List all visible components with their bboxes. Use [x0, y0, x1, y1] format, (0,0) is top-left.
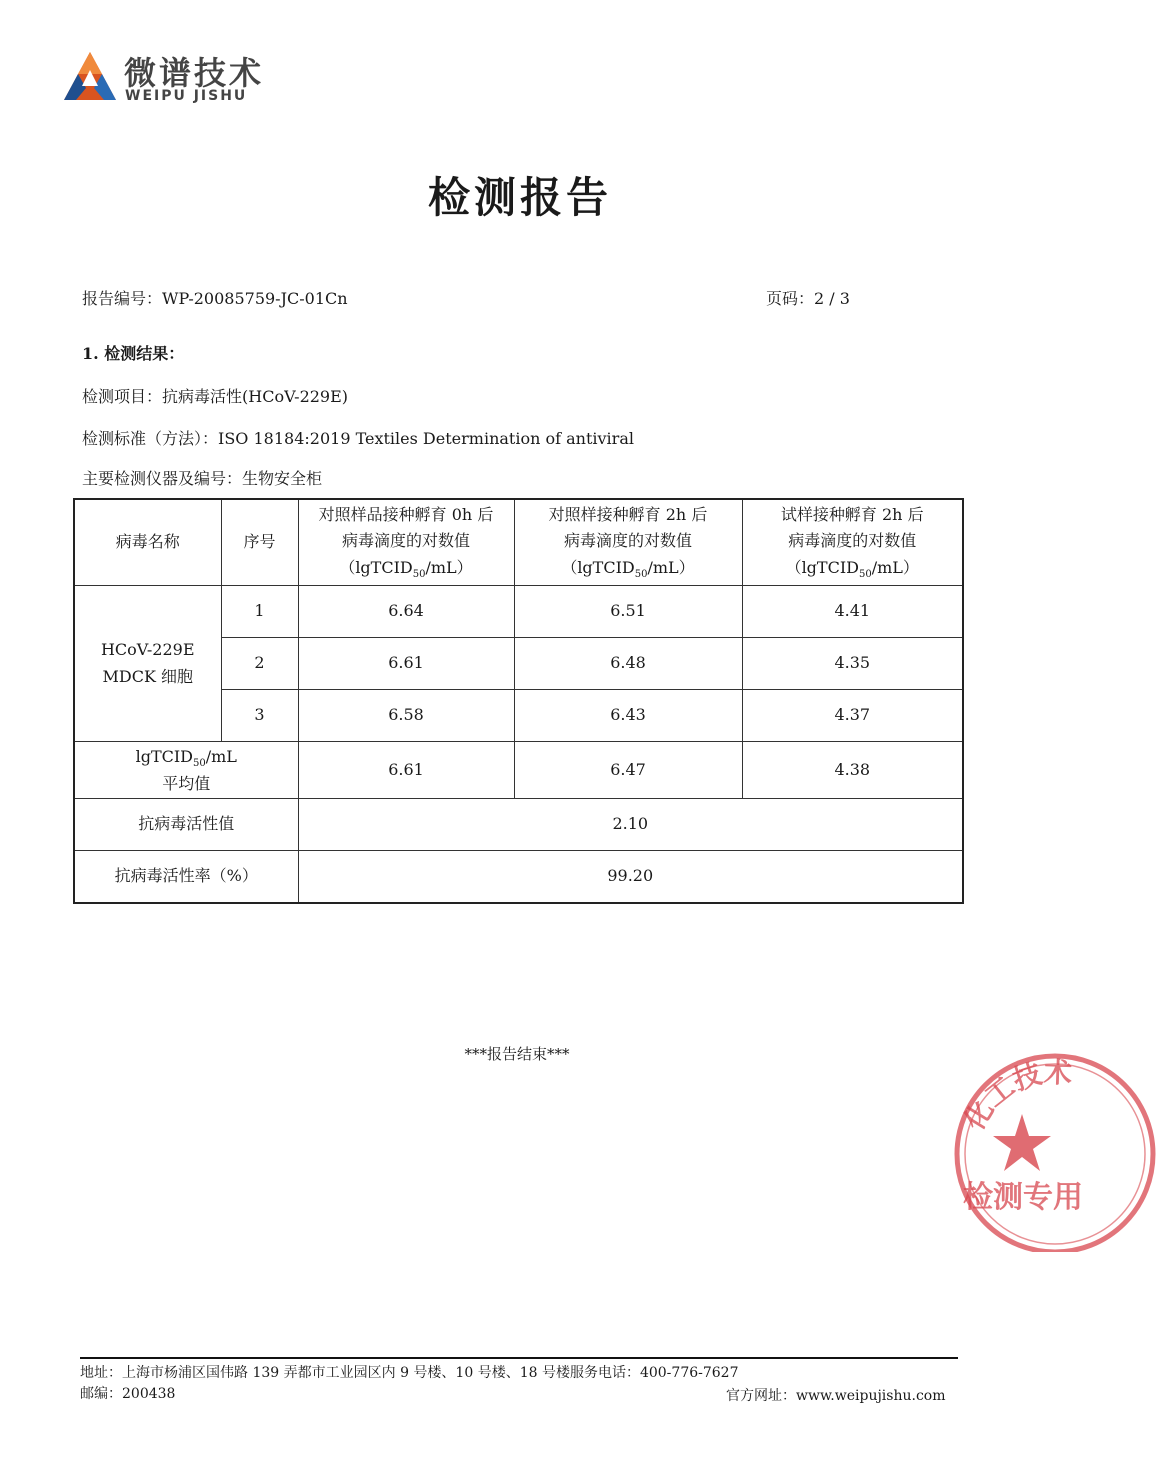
stamp-bottom-text: 检测专用	[963, 1180, 1083, 1215]
footer-postcode: 邮编：200438	[80, 1386, 176, 1402]
value-cell: 4.35	[742, 638, 963, 690]
value-cell: 6.61	[298, 638, 514, 690]
page-number: 页码：2 / 3	[766, 289, 850, 308]
footer-divider	[80, 1357, 958, 1359]
rate-value: 99.20	[298, 851, 963, 904]
average-value: 6.47	[514, 742, 742, 799]
activity-label: 抗病毒活性值	[74, 799, 298, 851]
stamp-seal-icon	[945, 1042, 1165, 1252]
rate-label: 抗病毒活性率（%）	[74, 851, 298, 904]
average-value: 4.38	[742, 742, 963, 799]
header-seq: 序号	[221, 499, 298, 586]
average-value: 6.61	[298, 742, 514, 799]
results-table	[73, 498, 964, 904]
table-row	[74, 586, 963, 638]
seq-cell: 2	[221, 638, 298, 690]
value-cell: 6.58	[298, 690, 514, 742]
logo-name-en: WEIPU JISHU	[125, 88, 248, 104]
inspection-stamp	[945, 1042, 1083, 1252]
logo-mark-icon	[62, 50, 118, 106]
table-header-row	[74, 499, 963, 586]
header-sample-2h: 试样接种孵育 2h 后 病毒滴度的对数值 （lgTCID$_{50}$/mL）	[742, 499, 963, 586]
seq-cell: 3	[221, 690, 298, 742]
company-logo	[62, 48, 292, 110]
value-cell: 4.41	[742, 586, 963, 638]
test-standard: 检测标准（方法）：ISO 18184:2019 Textiles Determination of antiviral	[82, 429, 634, 448]
logo-name-cn: 微谱技术	[124, 54, 265, 92]
svg-text:化工技术: 化工技术	[957, 1055, 1073, 1136]
seq-cell: 1	[221, 586, 298, 638]
report-title: 检测报告	[427, 173, 612, 222]
value-cell: 6.64	[298, 586, 514, 638]
activity-row	[74, 799, 963, 851]
header-control-0h: 对照样品接种孵育 0h 后 病毒滴度的对数值 （lgTCID$_{50}$/mL）	[298, 499, 514, 586]
section-heading: 1. 检测结果：	[82, 344, 185, 363]
test-item: 检测项目：抗病毒活性(HCoV-229E)	[82, 387, 349, 406]
instrument: 主要检测仪器及编号：生物安全柜	[82, 469, 323, 488]
footer-address: 地址：上海市杨浦区国伟路 139 弄都市工业园区内 9 号楼、10 号楼、18 号楼服务电话：400-776-7627	[80, 1365, 739, 1381]
value-cell: 6.51	[514, 586, 742, 638]
rate-row	[74, 851, 963, 904]
activity-value: 2.10	[298, 799, 963, 851]
report-end-marker: ***报告结束***	[464, 1045, 570, 1063]
header-virus-name: 病毒名称	[74, 499, 221, 586]
report-number: 报告编号：WP-20085759-JC-01Cn	[82, 289, 348, 308]
virus-name-cell: HCoV-229E MDCK 细胞	[74, 586, 221, 742]
average-label: lgTCID$_{50}$/mL 平均值	[74, 742, 298, 799]
header-control-2h: 对照样接种孵育 2h 后 病毒滴度的对数值 （lgTCID$_{50}$/mL）	[514, 499, 742, 586]
value-cell: 6.43	[514, 690, 742, 742]
footer-website: 官方网址：www.weipujishu.com	[726, 1388, 946, 1404]
value-cell: 4.37	[742, 690, 963, 742]
value-cell: 6.48	[514, 638, 742, 690]
average-row	[74, 742, 963, 799]
